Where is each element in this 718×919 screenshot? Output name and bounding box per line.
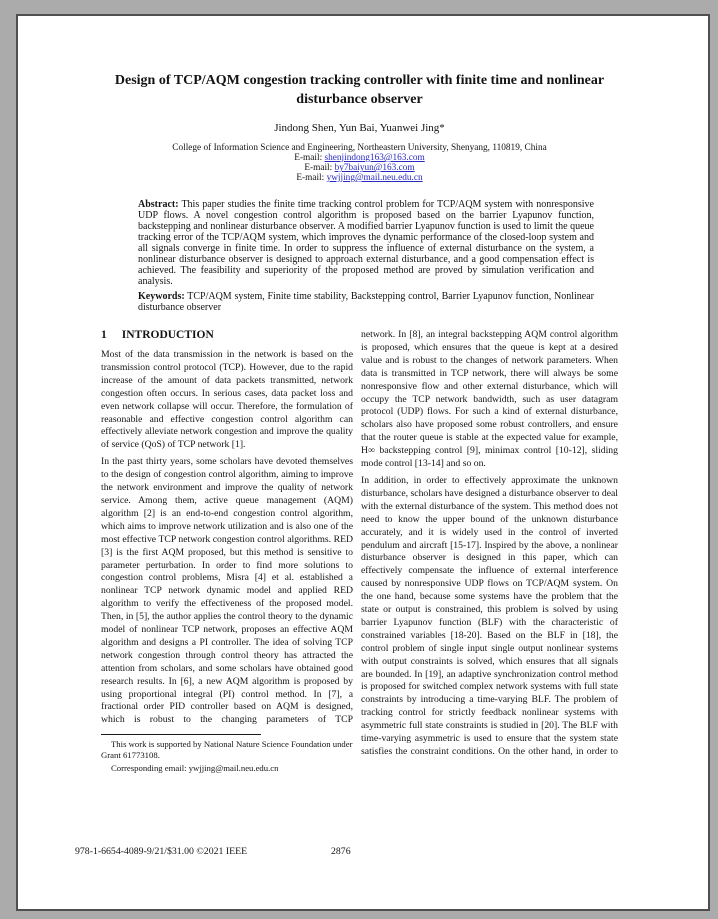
- email-link-3[interactable]: ywjjing@mail.neu.edu.cn: [326, 173, 423, 183]
- section-number: 1: [101, 329, 107, 341]
- email-link-1[interactable]: shenjindong163@163.com: [324, 153, 425, 163]
- paper-content: [101, 16, 618, 777]
- left-column: [101, 329, 353, 777]
- email-label: E-mail:: [304, 163, 333, 173]
- email-link-2[interactable]: by7baiyun@163.com: [334, 163, 415, 173]
- email-label: E-mail:: [296, 173, 325, 183]
- body-paragraph: Most of the data transmission in the network is based on the transmission control protocol (TCP). However, due to the rapid increase of the amount of data packets transmitted, network congestion often occurs. In serious cases, data packet loss and even network collapse will occur. Therefore, the formulation of reasonable and effective congestion control algorithm can effectively alleviate network congestion and improve the quality of service (QoS) of TCP network [1].: [101, 349, 353, 451]
- authors-line: Jindong Shen, Yun Bai, Yuanwei Jing*: [274, 122, 445, 134]
- page-number: 2876: [331, 846, 351, 857]
- body-paragraph: In addition, in order to effectively approximate the unknown disturbance, scholars have designed a disturbance observer to deal with the external disturbance of the system. This method does not need to know the upper bound of the unknown disturbance accurately, and it is widely used in the control of inverted pendulum and aircraft [15-17]. Inspired by the above, a nonlinear disturbance observer is designed in this paper, which can effectively compensate the influence of external interference caused by nonresponsive UDP flows on TCP/AQM system. On the one hand, because some systems have the problem that the state or output is constrained, this problem is solved by using barrier Lyapunov function (BLF) with the characteristic of constrained variables [18-20]. Based on the BLF in [18], the control problem of single input single output nonlinear systems with output constraints is solved, which ensures that all signals are bounded. In [19], an adaptive synchronization control method is proposed for switched complex network systems with full state constraints by introducing a time-varying BLF. The problem of tracking control for strictly feedback nonlinear systems with asymmetric full state constraints is studied in [20]. The BLF with time-varying asymmetric is used to ensure that the system state satisfies the constraint conditions. On the other hand, in order to: [361, 474, 618, 757]
- footnote-funding: This work is supported by National Nature Science Foundation under Grant 61773108.: [101, 739, 353, 760]
- email-line-2: [101, 163, 618, 173]
- two-column-body: [101, 329, 618, 777]
- footnote-corresponding-email: Corresponding email: ywjjing@mail.neu.edu.cn: [111, 763, 279, 774]
- paper-page: [16, 14, 710, 911]
- abstract-label: Abstract:: [138, 199, 179, 210]
- body-paragraph: In the past thirty years, some scholars have devoted themselves to the design of congestion control algorithm, aiming to improve the network environment and improve the quality of network service. Among them, active queue management (AQM) algorithm [2] is an end-to-end congestion control algorithm, which aims to improve network utilization and is also one of the most effective TCP network congestion control algorithms. RED [3] is the first AQM proposed, but this method is sensitive to parameter perturbation. In order to find more solutions to congestion control problems, Misra [4] et al. established a nonlinear TCP network dynamic model and applied RED algorithm to verify the effectiveness of the proposed model. Then, in [5], the author applies the control theory to the dynamic model of nonlinear TCP network, proposes an effective AQM algorithm and designs a PI controller. The idea of solving TCP network congestion through control theory has attracted the attention from scholars, and some scholars have obtained good research results. In [6], a new AQM algorithm is proposed by using proportional integral (PI) control method. In [7], a fractional order PID controller based on AQM is designed, which is robust to the changing parameters of TCP: [101, 456, 353, 726]
- abstract-paragraph: [138, 199, 594, 287]
- right-column: [361, 329, 618, 777]
- body-paragraph: network. In [8], an integral backstepping AQM control algorithm is proposed, which ensures that the queue is kept at a desired value and is robust to the changes of network parameters. When data is transmitted in TCP network, there will always be some nonresponsive flow and other external disturbance, which will occupy the TCP network bandwidth, such as user datagram protocol (UDP) flows. For such a kind of external disturbance, scholars also have proposed some robust controllers, and ensure that the router queue is stable at the expected value for example, H∞ backstepping control [9], minimax control [10-12], sliding mode control [13-14] and so on.: [361, 329, 618, 470]
- abstract-text: This paper studies the finite time tracking control problem for TCP/AQM system with nonresponsive UDP flows. A novel congestion control algorithm is proposed based on the barrier Lyapunov function, backstepping and nonlinear disturbance observer. A modified barrier Lyapunov function is used to limit the queue tracking error of the TCP/AQM system, which improves the dynamic performance of the closed-loop system and all signals converge in finite time. In order to suppress the influence of external disturbance on the system, a nonlinear disturbance observer is designed to approach external disturbance, and a good compensation effect is achieved. The feasibility and superiority of the proposed method are proved by simulation verification and analysis.: [138, 199, 594, 287]
- section-title: INTRODUCTION: [121, 329, 214, 341]
- keywords-text: TCP/AQM system, Finite time stability, Backstepping control, Barrier Lyapunov function, Nonlinear disturbance observer: [138, 291, 594, 313]
- footnote: [101, 734, 353, 773]
- section-heading-introduction: [101, 329, 353, 341]
- email-line-3: [101, 173, 618, 183]
- footnote-rule: [101, 734, 261, 735]
- affiliation-line: College of Information Science and Engineering, Northeastern University, Shenyang, 110819, China: [172, 143, 547, 153]
- email-line-1: [101, 153, 618, 163]
- email-label: E-mail:: [294, 153, 323, 163]
- keywords-paragraph: [138, 291, 594, 313]
- keywords-label: Keywords:: [138, 291, 185, 302]
- footer-copyright: 978-1-6654-4089-9/21/$31.00 ©2021 IEEE: [75, 846, 248, 857]
- paper-title: Design of TCP/AQM congestion tracking controller with finite time and nonlinear disturbance observer: [114, 73, 605, 107]
